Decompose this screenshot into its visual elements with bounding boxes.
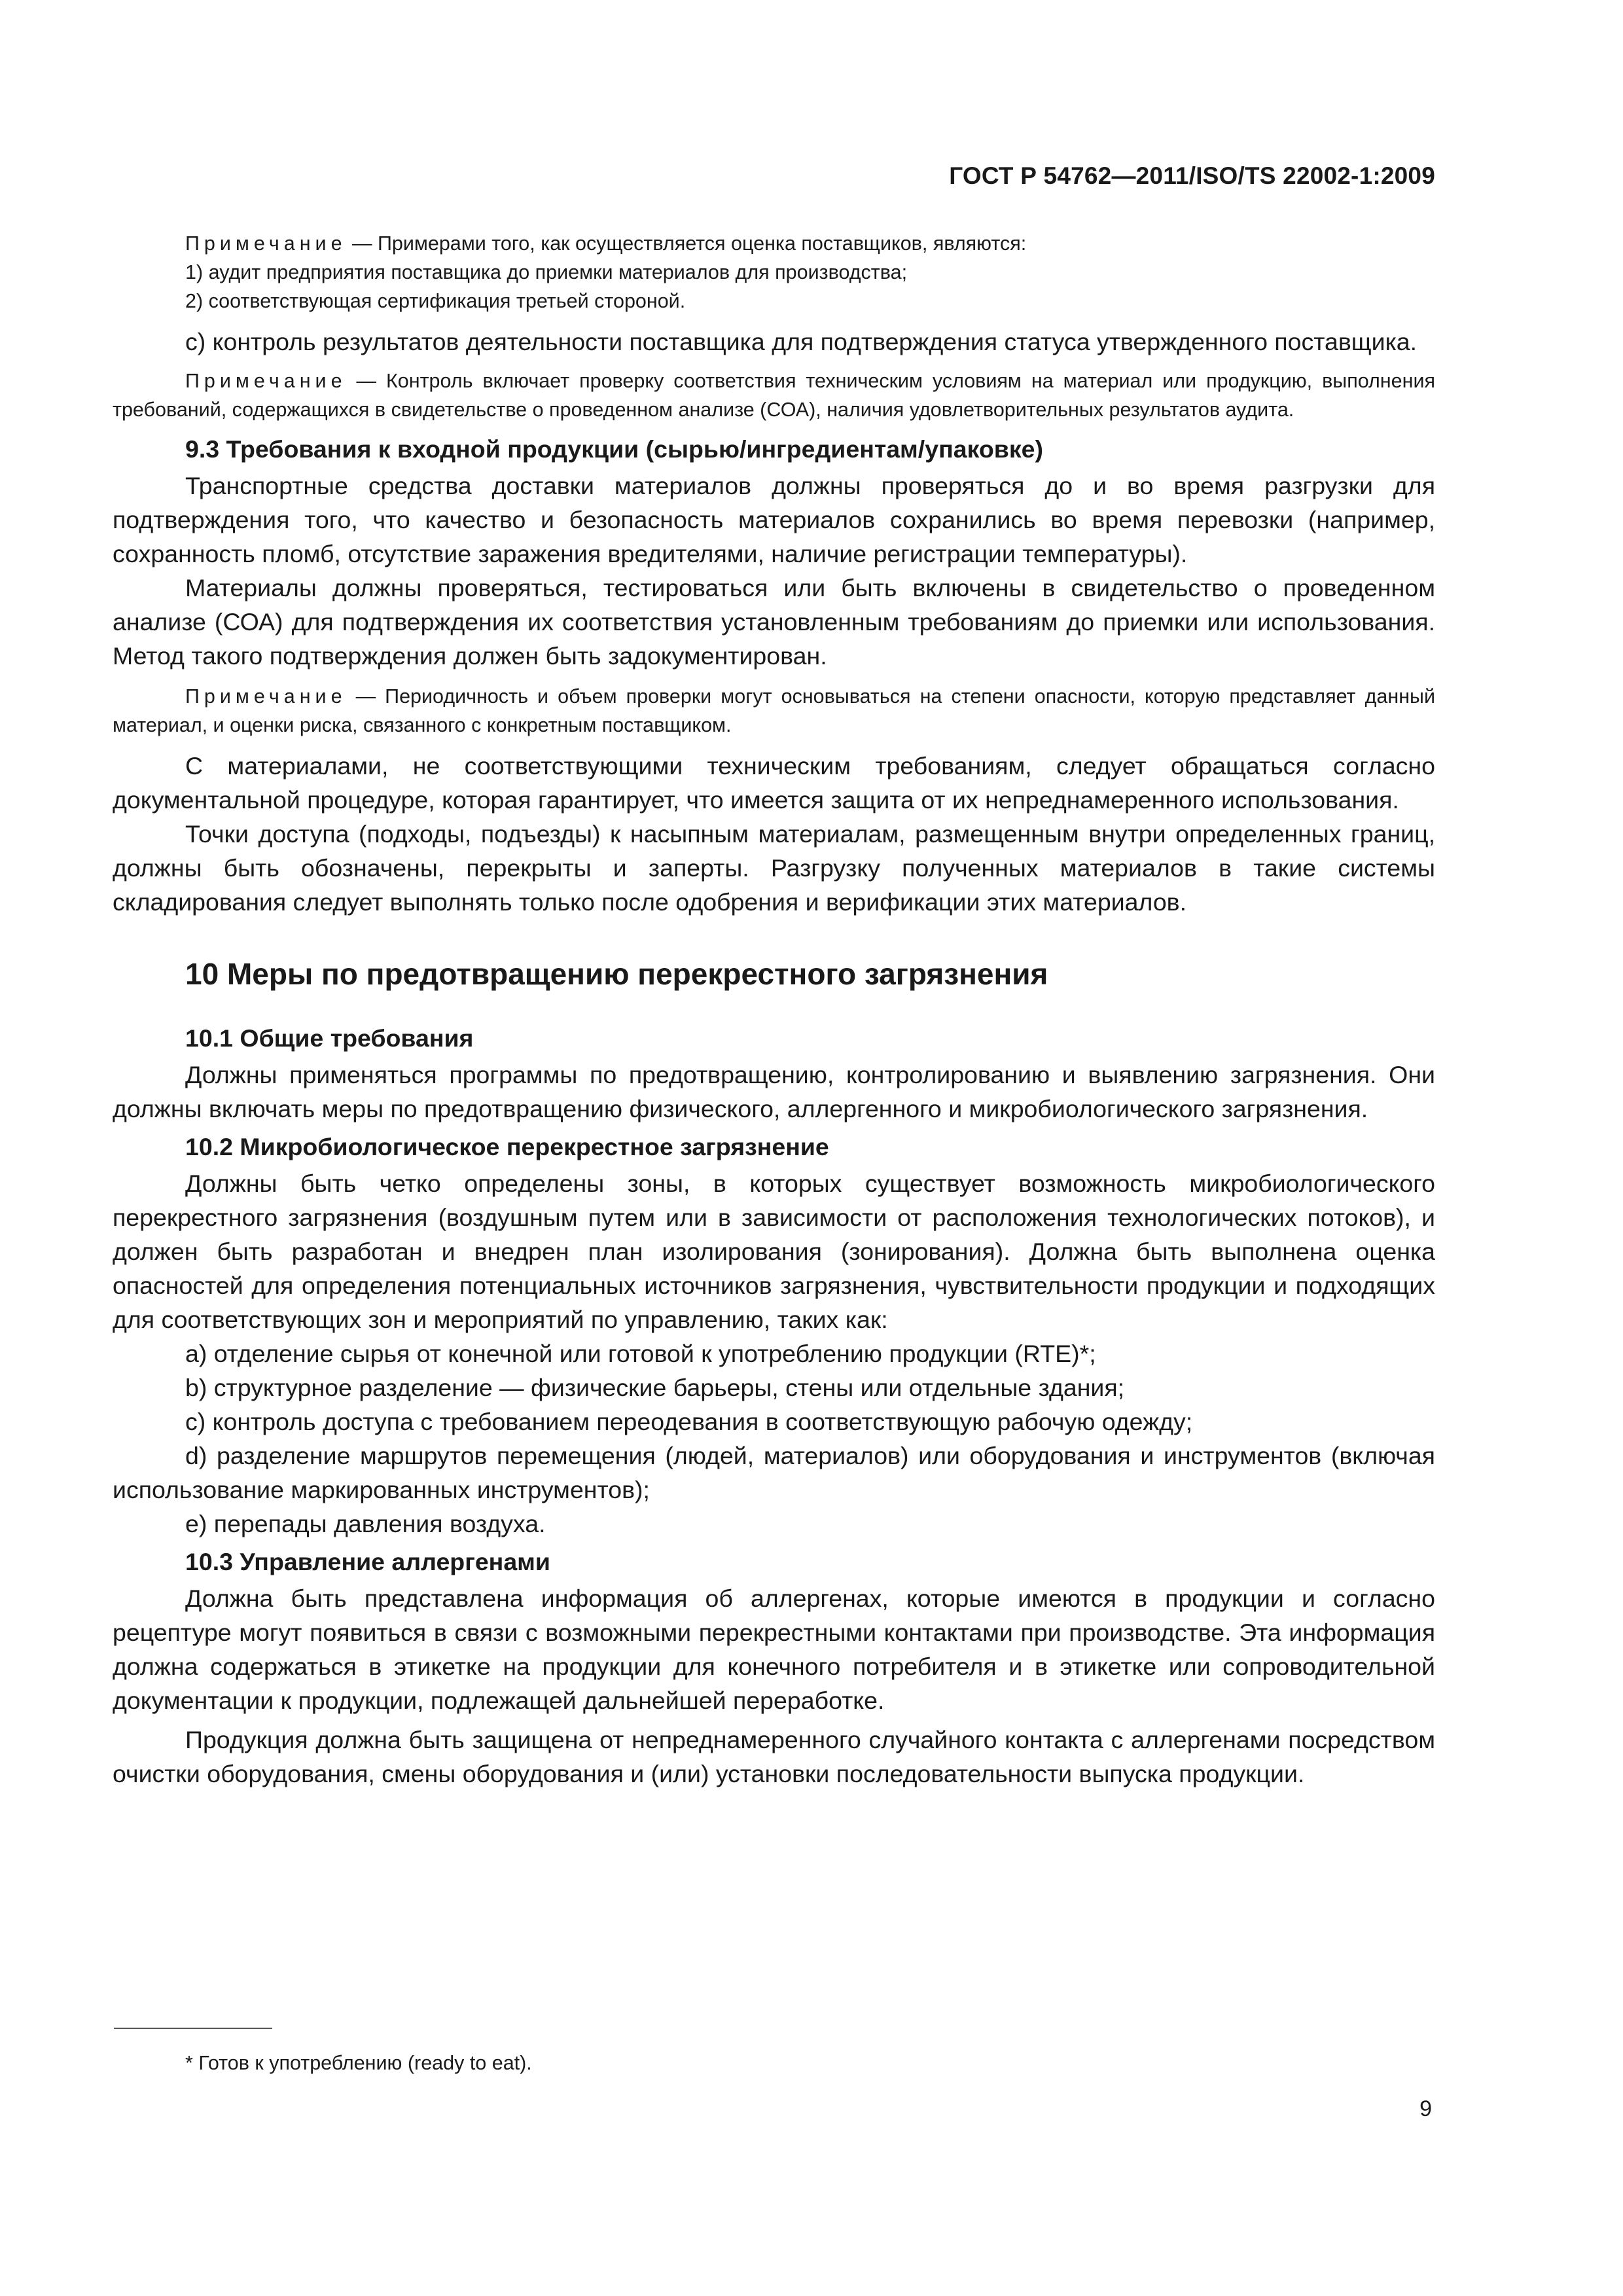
note-text: — Периодичность и объем проверки могут основываться на степени опасности, которую представляет данный материал, и оценки риска, связанного с конкретным поставщиком. bbox=[113, 685, 1435, 736]
list-item-d: d) разделение маршрутов перемещения (людей, материалов) или оборудования и инструментов (включая использование маркированных инструментов); bbox=[113, 1442, 1435, 1503]
paragraph-10-2: Должны быть четко определены зоны, в которых существует возможность микробиологического перекрестного загрязнения (воздушным путем или в зависимости от расположения технологических потоков), и должен быть разработан и внедрен план изолирования (зонирования). Должна быть выполнена оценка опасностей для определения потенциальных источников загрязнения, чувствительности продукции и подходящих для соответствующих зон и мероприятий по управлению, таких как: bbox=[113, 1170, 1435, 1333]
note-2 bbox=[113, 367, 1435, 424]
page-content bbox=[113, 229, 1435, 1791]
paragraph-10-3-1: Должна быть представлена информация об аллергенах, которые имеются в продукции и согласно рецептуре могут появиться в связи с возможными перекрестными контактами при производстве. Эта информация должна содержаться в этикетке на продукции для конечного потребителя и в этикетке или сопроводительной документации к продукции, подлежащей дальнейшей переработке. bbox=[113, 1585, 1435, 1714]
note-label: Примечание bbox=[185, 685, 347, 708]
heading-10-2: 10.2 Микробиологическое перекрестное загрязнение bbox=[185, 1133, 829, 1160]
note-1-item-2: 2) соответствующая сертификация третьей стороной. bbox=[185, 290, 686, 312]
note-label: Примечание bbox=[185, 370, 347, 392]
note-text: — Примерами того, как осуществляется оценка поставщиков, являются: bbox=[346, 232, 1027, 255]
list-item-b: b) структурное разделение — физические барьеры, стены или отдельные здания; bbox=[185, 1374, 1125, 1401]
page-number: 9 bbox=[1419, 2096, 1432, 2121]
footnote-divider bbox=[114, 2028, 272, 2029]
paragraph-9-3-2: Материалы должны проверяться, тестироваться или быть включены в свидетельство о проведенном анализе (СОА) для подтверждения их соответствия установленным требованиям до приемки или использования. Метод такого подтверждения должен быть задокументирован. bbox=[113, 574, 1435, 670]
list-item-a: a) отделение сырья от конечной или готовой к употреблению продукции (RTE)*; bbox=[185, 1340, 1096, 1367]
heading-10-1: 10.1 Общие требования bbox=[185, 1024, 474, 1052]
paragraph-10-1: Должны применяться программы по предотвращению, контролированию и выявлению загрязнения. Они должны включать меры по предотвращению физического, аллергенного и микробиологического загрязнения. bbox=[113, 1061, 1435, 1122]
paragraph-9-3-4: Точки доступа (подходы, подъезды) к насыпным материалам, размещенным внутри определенных границ, должны быть обозначены, перекрыты и заперты. Разгрузку полученных материалов в такие системы складирования следует выполнять только после одобрения и верификации этих материалов. bbox=[113, 820, 1435, 916]
heading-10-3: 10.3 Управление аллергенами bbox=[185, 1548, 550, 1575]
paragraph-c: с) контроль результатов деятельности поставщика для подтверждения статуса утвержденного поставщика. bbox=[185, 328, 1418, 355]
heading-10: 10 Меры по предотвращению перекрестного загрязнения bbox=[185, 957, 1048, 991]
note-label: Примечание bbox=[185, 232, 347, 255]
list-item-e: e) перепады давления воздуха. bbox=[185, 1510, 546, 1537]
list-item-c: c) контроль доступа с требованием переодевания в соответствующую рабочую одежду; bbox=[185, 1408, 1193, 1435]
footnote: * Готов к употреблению (ready to eat). bbox=[185, 2052, 532, 2074]
standard-designation: ГОСТ Р 54762—2011/ISO/TS 22002-1:2009 bbox=[949, 162, 1435, 189]
note-1 bbox=[113, 229, 1435, 258]
note-1-item-1: 1) аудит предприятия поставщика до приемки материалов для производства; bbox=[185, 261, 908, 283]
note-3 bbox=[113, 682, 1435, 740]
paragraph-9-3-1: Транспортные средства доставки материалов должны проверяться до и во время разгрузки для подтверждения того, что качество и безопасность материалов сохранились во время перевозки (например, сохранность пломб, отсутствие заражения вредителями, наличие регистрации температуры). bbox=[113, 472, 1435, 567]
paragraph-9-3-3: С материалами, не соответствующими техническим требованиям, следует обращаться согласно документальной процедуре, которая гарантирует, что имеется защита от их непреднамеренного использования. bbox=[113, 752, 1435, 814]
heading-9-3: 9.3 Требования к входной продукции (сырью/ингредиентам/упаковке) bbox=[185, 435, 1043, 463]
note-text: — Контроль включает проверку соответствия техническим условиям на материал или продукцию, выполнения требований, содержащихся в свидетельстве о проведенном анализе (СОА), наличия удовлетворительных результатов аудита. bbox=[113, 370, 1435, 421]
paragraph-10-3-2: Продукция должна быть защищена от непреднамеренного случайного контакта с аллергенами посредством очистки оборудования, смены оборудования и (или) установки последовательности выпуска продукции. bbox=[113, 1726, 1435, 1787]
